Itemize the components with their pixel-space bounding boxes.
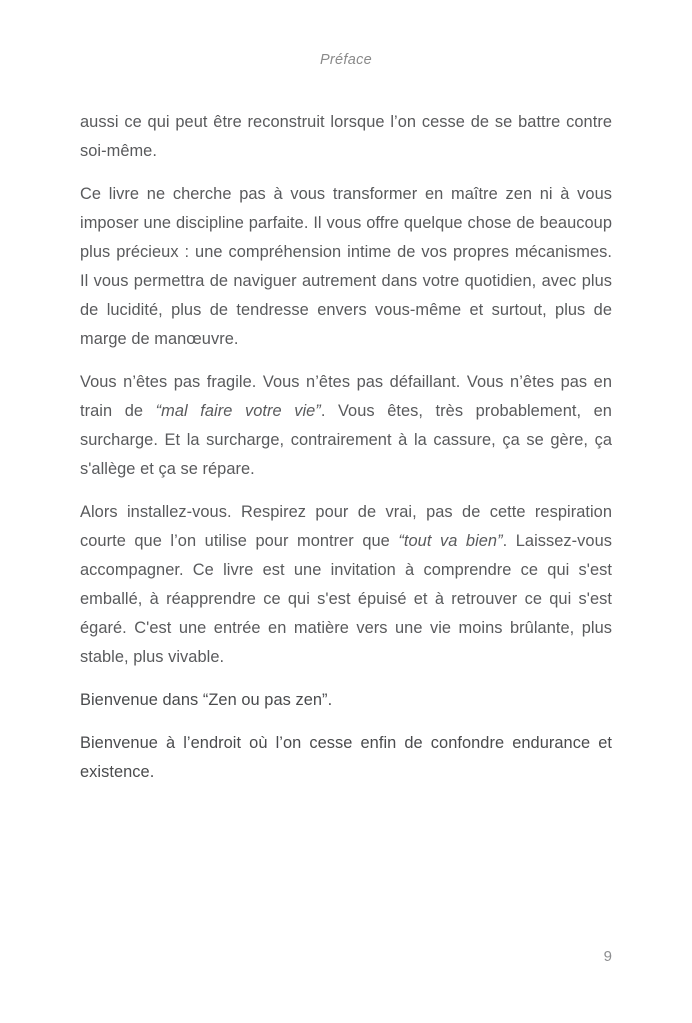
- paragraph-4-italic-quote: “tout va bien”: [398, 532, 503, 550]
- page-number: 9: [603, 948, 612, 965]
- paragraph-3-text-after: . Vous êtes, très probablement, en surcharge. Et la surcharge, contrairement à la cassure, ça se gère, ça s'allège et ça se répare.: [80, 402, 612, 478]
- paragraph-3-italic-quote: “mal faire votre vie”: [155, 402, 321, 420]
- paragraph-1: aussi ce qui peut être reconstruit lorsque l’on cesse de se battre contre soi-même.: [80, 113, 612, 160]
- paragraph-3: [80, 368, 612, 484]
- paragraph-3-text-before: Vous n’êtes pas fragile. Vous n’êtes pas défaillant. Vous n’êtes pas en train de: [80, 373, 612, 420]
- running-head: Préface: [319, 52, 373, 68]
- paragraph-4-text-before: Alors installez-vous. Respirez pour de vrai, pas de cette respiration courte que l’on utilise pour montrer que: [80, 503, 612, 550]
- paragraph-6-closing: Bienvenue à l’endroit où l’on cesse enfin de confondre endurance et existence.: [80, 734, 612, 781]
- paragraph-5-closing: Bienvenue dans “Zen ou pas zen”.: [80, 691, 333, 709]
- body-text-block: [80, 108, 612, 787]
- paragraph-2: Ce livre ne cherche pas à vous transformer en maître zen ni à vous imposer une discipline parfaite. Il vous offre quelque chose de beaucoup plus précieux : une compréhension intime de vos propres mécanismes. Il vous permettra de naviguer autrement dans votre quotidien, avec plus de lucidité, plus de tendresse envers vous-même et surtout, plus de marge de manœuvre.: [80, 185, 612, 348]
- paragraph-4-text-after: . Laissez-vous accompagner. Ce livre est une invitation à comprendre ce qui s'est emballé, à réapprendre ce qui s'est épuisé et à retrouver ce qui s'est égaré. C'est une entrée en matière vers une vie moins brûlante, plus stable, plus vivable.: [80, 532, 612, 666]
- paragraph-4: [80, 498, 612, 672]
